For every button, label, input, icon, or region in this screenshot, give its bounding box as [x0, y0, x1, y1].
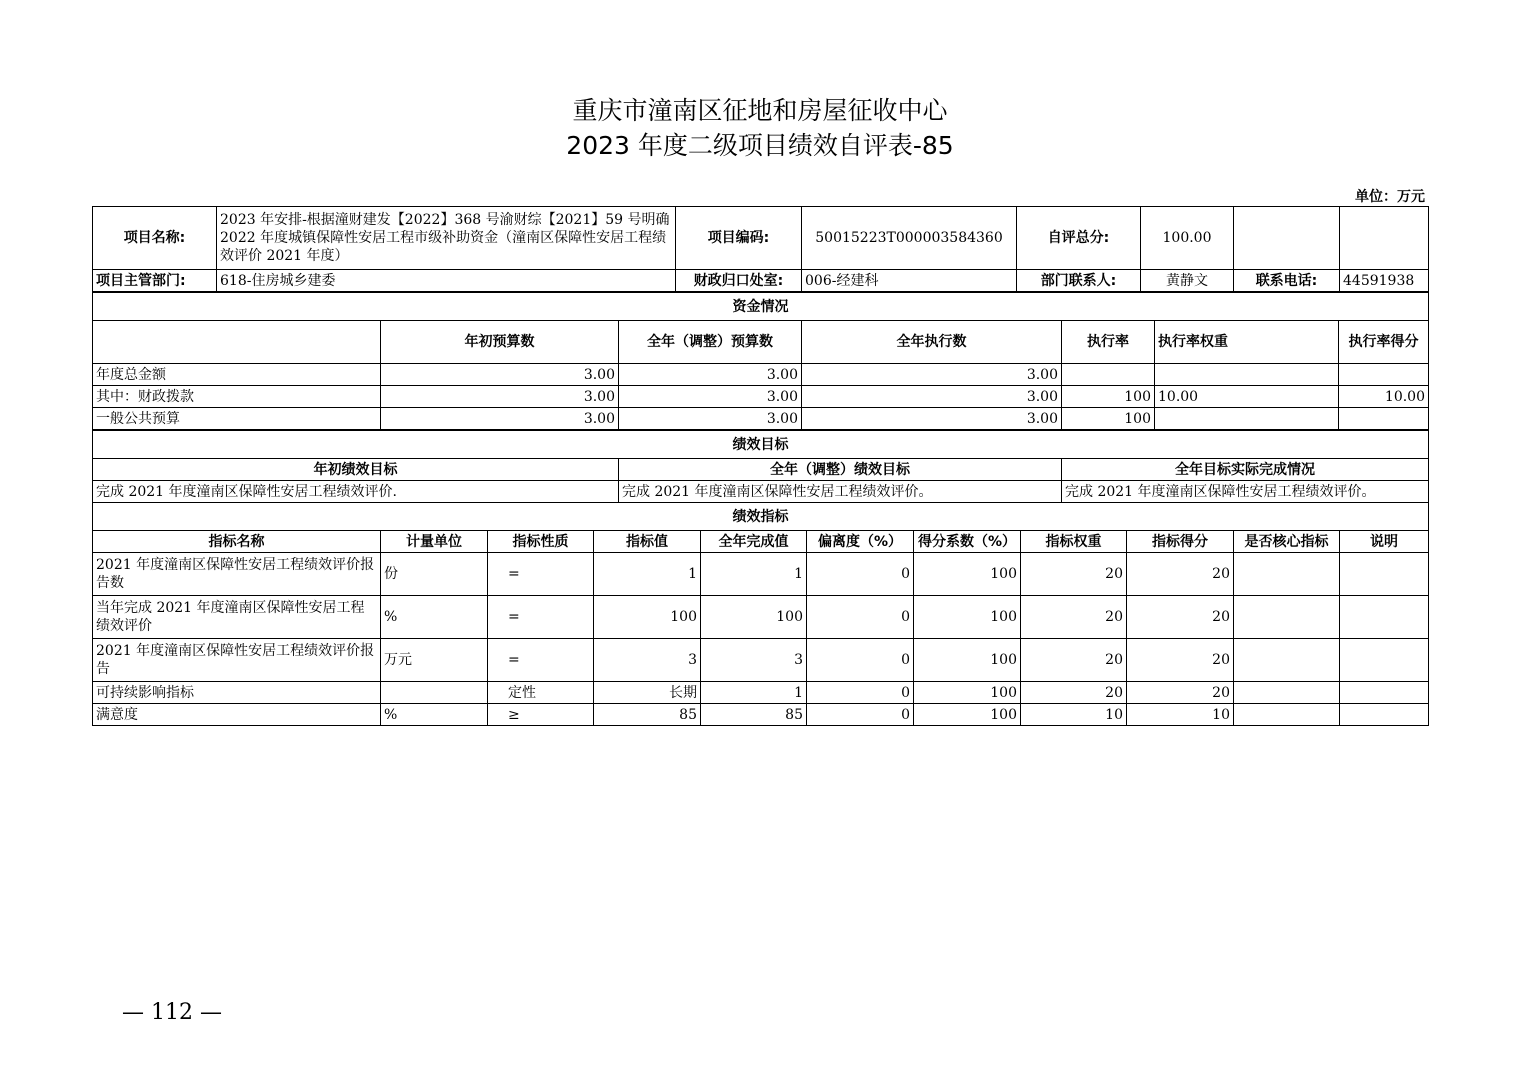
indicator-weight: 10: [1021, 704, 1127, 726]
indicator-unit: 份: [381, 553, 488, 596]
cell-rate: [1062, 364, 1155, 386]
cell-adjusted: 3.00: [619, 408, 802, 430]
project-code-value: 50015223T000003584360: [802, 207, 1017, 270]
indicator-deviation: 0: [807, 682, 914, 704]
col-header: 全年执行数: [802, 321, 1062, 364]
indicator-unit: 万元: [381, 639, 488, 682]
col-header: 全年目标实际完成情况: [1062, 459, 1429, 481]
table-row: [93, 364, 1429, 386]
indicator-target: 3: [594, 639, 701, 682]
cell-rate: 100: [1062, 386, 1155, 408]
project-code-label: 项目编码:: [676, 207, 802, 270]
indicator-target: 100: [594, 596, 701, 639]
indicator-nature: 定性: [488, 682, 594, 704]
indicator-nature: =: [488, 639, 594, 682]
indicator-name: 2021 年度潼南区保障性安居工程绩效评价报告数: [93, 553, 381, 596]
col-header: 年初预算数: [381, 321, 619, 364]
indicator-actual: 100: [701, 596, 807, 639]
col-header: 指标名称: [93, 531, 381, 553]
phone-value: 44591938: [1340, 270, 1429, 292]
indicator-unit: %: [381, 704, 488, 726]
indicator-name: 当年完成 2021 年度潼南区保障性安居工程绩效评价: [93, 596, 381, 639]
indicator-name: 满意度: [93, 704, 381, 726]
indicator-unit: [381, 682, 488, 704]
col-header: 执行率: [1062, 321, 1155, 364]
col-header: 得分系数（%）: [914, 531, 1021, 553]
dept-label: 项目主管部门:: [93, 270, 217, 292]
col-header: 是否核心指标: [1234, 531, 1340, 553]
dept-value: 618-住房城乡建委: [217, 270, 676, 292]
unit-label: 单位：万元: [1355, 189, 1425, 205]
indicator-target: 长期: [594, 682, 701, 704]
goal-initial: 完成 2021 年度潼南区保障性安居工程绩效评价.: [93, 481, 619, 503]
col-header: 指标得分: [1127, 531, 1234, 553]
page-title: 重庆市潼南区征地和房屋征收中心: [572, 96, 948, 125]
indicator-deviation: 0: [807, 596, 914, 639]
indicator-weight: 20: [1021, 596, 1127, 639]
indicator-core: [1234, 682, 1340, 704]
empty-cell: [1340, 207, 1429, 270]
goal-adjusted: 完成 2021 年度潼南区保障性安居工程绩效评价。: [619, 481, 1062, 503]
indicator-name: 2021 年度潼南区保障性安居工程绩效评价报告: [93, 639, 381, 682]
indicator-score: 20: [1127, 596, 1234, 639]
finance-office-label: 财政归口处室:: [676, 270, 802, 292]
goals-table: [92, 430, 1429, 503]
page-subtitle: 2023 年度二级项目绩效自评表-85: [566, 131, 954, 160]
indicator-nature: =: [488, 596, 594, 639]
indicator-score: 10: [1127, 704, 1234, 726]
indicator-weight: 20: [1021, 682, 1127, 704]
indicator-core: [1234, 596, 1340, 639]
table-row: [93, 386, 1429, 408]
indicator-coef: 100: [914, 704, 1021, 726]
self-score-label: 自评总分:: [1017, 207, 1141, 270]
cell-weight: [1155, 408, 1339, 430]
indicator-core: [1234, 553, 1340, 596]
contact-value: 黄静文: [1141, 270, 1234, 292]
indicator-coef: 100: [914, 682, 1021, 704]
project-name-label: 项目名称:: [93, 207, 217, 270]
cell-initial: 3.00: [381, 408, 619, 430]
cell-initial: 3.00: [381, 364, 619, 386]
indicator-deviation: 0: [807, 553, 914, 596]
cell-initial: 3.00: [381, 386, 619, 408]
indicator-coef: 100: [914, 596, 1021, 639]
col-header: 全年完成值: [701, 531, 807, 553]
indicator-actual: 1: [701, 553, 807, 596]
col-header: 全年（调整）绩效目标: [619, 459, 1062, 481]
project-info-table: [92, 206, 1429, 292]
cell-executed: 3.00: [802, 386, 1062, 408]
self-score-value: 100.00: [1141, 207, 1234, 270]
goal-actual: 完成 2021 年度潼南区保障性安居工程绩效评价。: [1062, 481, 1429, 503]
indicator-nature: ≥: [488, 704, 594, 726]
indicator-deviation: 0: [807, 639, 914, 682]
col-header: 全年（调整）预算数: [619, 321, 802, 364]
col-header: 执行率得分: [1339, 321, 1429, 364]
indicator-core: [1234, 704, 1340, 726]
cell-score: 10.00: [1339, 386, 1429, 408]
table-row: [93, 639, 1429, 682]
col-header: 执行率权重: [1155, 321, 1339, 364]
funds-table: [92, 292, 1429, 430]
indicators-table: [92, 502, 1429, 726]
indicator-target: 1: [594, 553, 701, 596]
col-header: 指标性质: [488, 531, 594, 553]
cell-score: [1339, 408, 1429, 430]
col-header: 说明: [1340, 531, 1429, 553]
phone-label: 联系电话:: [1234, 270, 1340, 292]
indicator-note: [1340, 639, 1429, 682]
col-header: 指标权重: [1021, 531, 1127, 553]
cell-weight: [1155, 364, 1339, 386]
indicator-unit: %: [381, 596, 488, 639]
indicator-name: 可持续影响指标: [93, 682, 381, 704]
project-name-value: 2023 年安排-根据潼财建发【2022】368 号渝财综【2021】59 号明确 2022 年度城镇保障性安居工程市级补助资金（潼南区保障性安居工程绩效评价 2021 年度）: [217, 207, 676, 270]
indicator-deviation: 0: [807, 704, 914, 726]
indicator-nature: =: [488, 553, 594, 596]
indicator-actual: 3: [701, 639, 807, 682]
empty-cell: [93, 321, 381, 364]
row-label: 年度总金额: [93, 364, 381, 386]
indicator-note: [1340, 682, 1429, 704]
cell-executed: 3.00: [802, 408, 1062, 430]
indicator-coef: 100: [914, 553, 1021, 596]
col-header: 年初绩效目标: [93, 459, 619, 481]
cell-rate: 100: [1062, 408, 1155, 430]
indicator-note: [1340, 704, 1429, 726]
cell-weight: 10.00: [1155, 386, 1339, 408]
indicator-score: 20: [1127, 553, 1234, 596]
empty-cell: [1234, 207, 1340, 270]
table-row: [93, 408, 1429, 430]
col-header: 指标值: [594, 531, 701, 553]
indicator-score: 20: [1127, 639, 1234, 682]
cell-score: [1339, 364, 1429, 386]
row-label: 一般公共预算: [93, 408, 381, 430]
indicator-weight: 20: [1021, 639, 1127, 682]
finance-office-value: 006-经建科: [802, 270, 1017, 292]
indicator-note: [1340, 553, 1429, 596]
indicator-coef: 100: [914, 639, 1021, 682]
funds-section-title: 资金情况: [93, 293, 1429, 321]
table-row: [93, 596, 1429, 639]
indicator-target: 85: [594, 704, 701, 726]
indicator-weight: 20: [1021, 553, 1127, 596]
row-label: 其中：财政拨款: [93, 386, 381, 408]
indicator-actual: 85: [701, 704, 807, 726]
cell-executed: 3.00: [802, 364, 1062, 386]
indicator-score: 20: [1127, 682, 1234, 704]
indicators-section-title: 绩效指标: [93, 503, 1429, 531]
indicator-actual: 1: [701, 682, 807, 704]
indicator-note: [1340, 596, 1429, 639]
goals-section-title: 绩效目标: [93, 431, 1429, 459]
col-header: 偏离度（%）: [807, 531, 914, 553]
table-row: [93, 553, 1429, 596]
indicator-core: [1234, 639, 1340, 682]
table-row: [93, 682, 1429, 704]
col-header: 计量单位: [381, 531, 488, 553]
page-number: — 112 —: [122, 1000, 222, 1025]
cell-adjusted: 3.00: [619, 386, 802, 408]
cell-adjusted: 3.00: [619, 364, 802, 386]
contact-label: 部门联系人:: [1017, 270, 1141, 292]
table-row: [93, 704, 1429, 726]
